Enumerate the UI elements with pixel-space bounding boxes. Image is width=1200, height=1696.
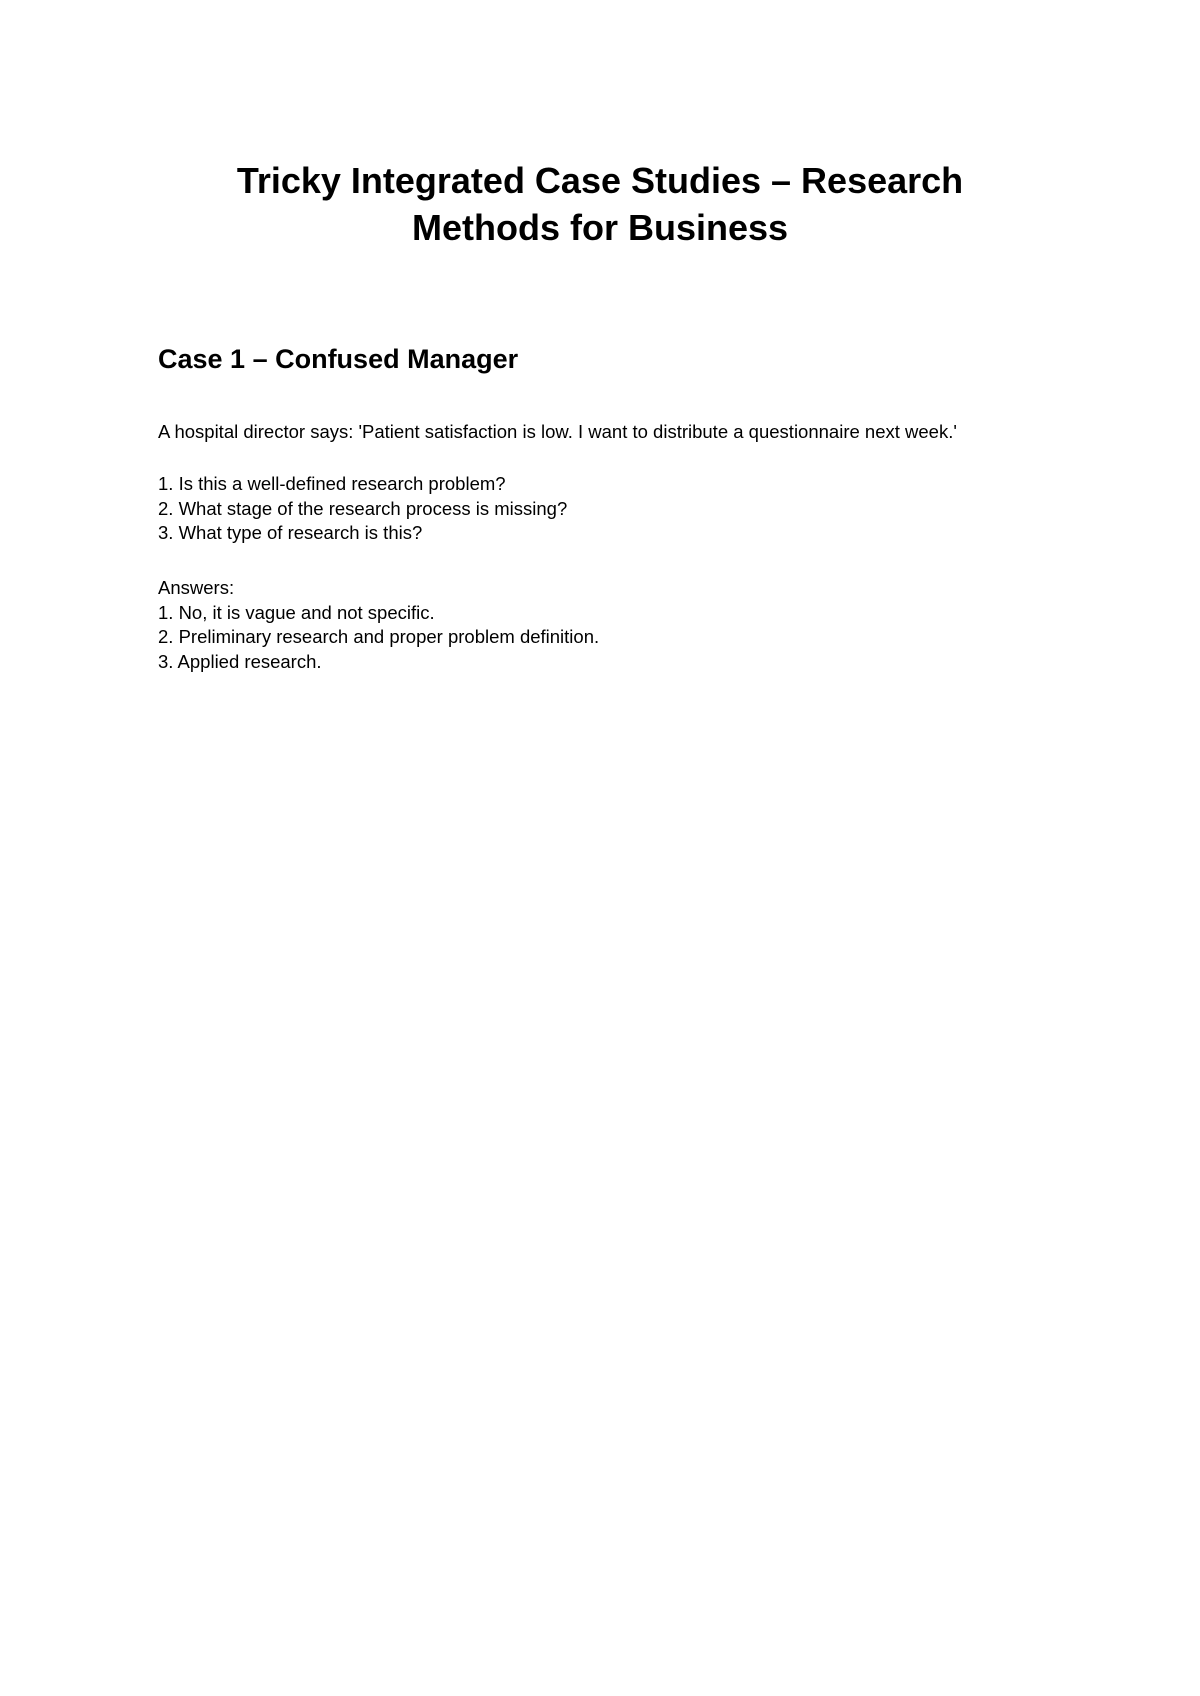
case-1-prompt: A hospital director says: 'Patient satisfaction is low. I want to distribute a questionnaire next week.': [158, 421, 957, 442]
case-1-heading: Case 1 – Confused Manager: [158, 344, 519, 374]
answer-item: 2. Preliminary research and proper problem definition.: [158, 626, 600, 647]
question-item: 3. What type of research is this?: [158, 522, 423, 543]
document-title-line-2: Methods for Business: [411, 207, 789, 248]
answer-item: 1. No, it is vague and not specific.: [158, 601, 435, 623]
answer-item: 3. Applied research.: [158, 650, 322, 672]
question-item: 2. What stage of the research process is missing?: [158, 497, 568, 519]
answers-label: Answers:: [158, 577, 235, 598]
case-1-questions: [158, 472, 567, 546]
case-1-answers: [158, 576, 599, 674]
question-item: 1. Is this a well-defined research problem?: [158, 473, 506, 494]
document-title-line-1: Tricky Integrated Case Studies – Research: [236, 160, 964, 201]
document-title: [150, 157, 1050, 251]
